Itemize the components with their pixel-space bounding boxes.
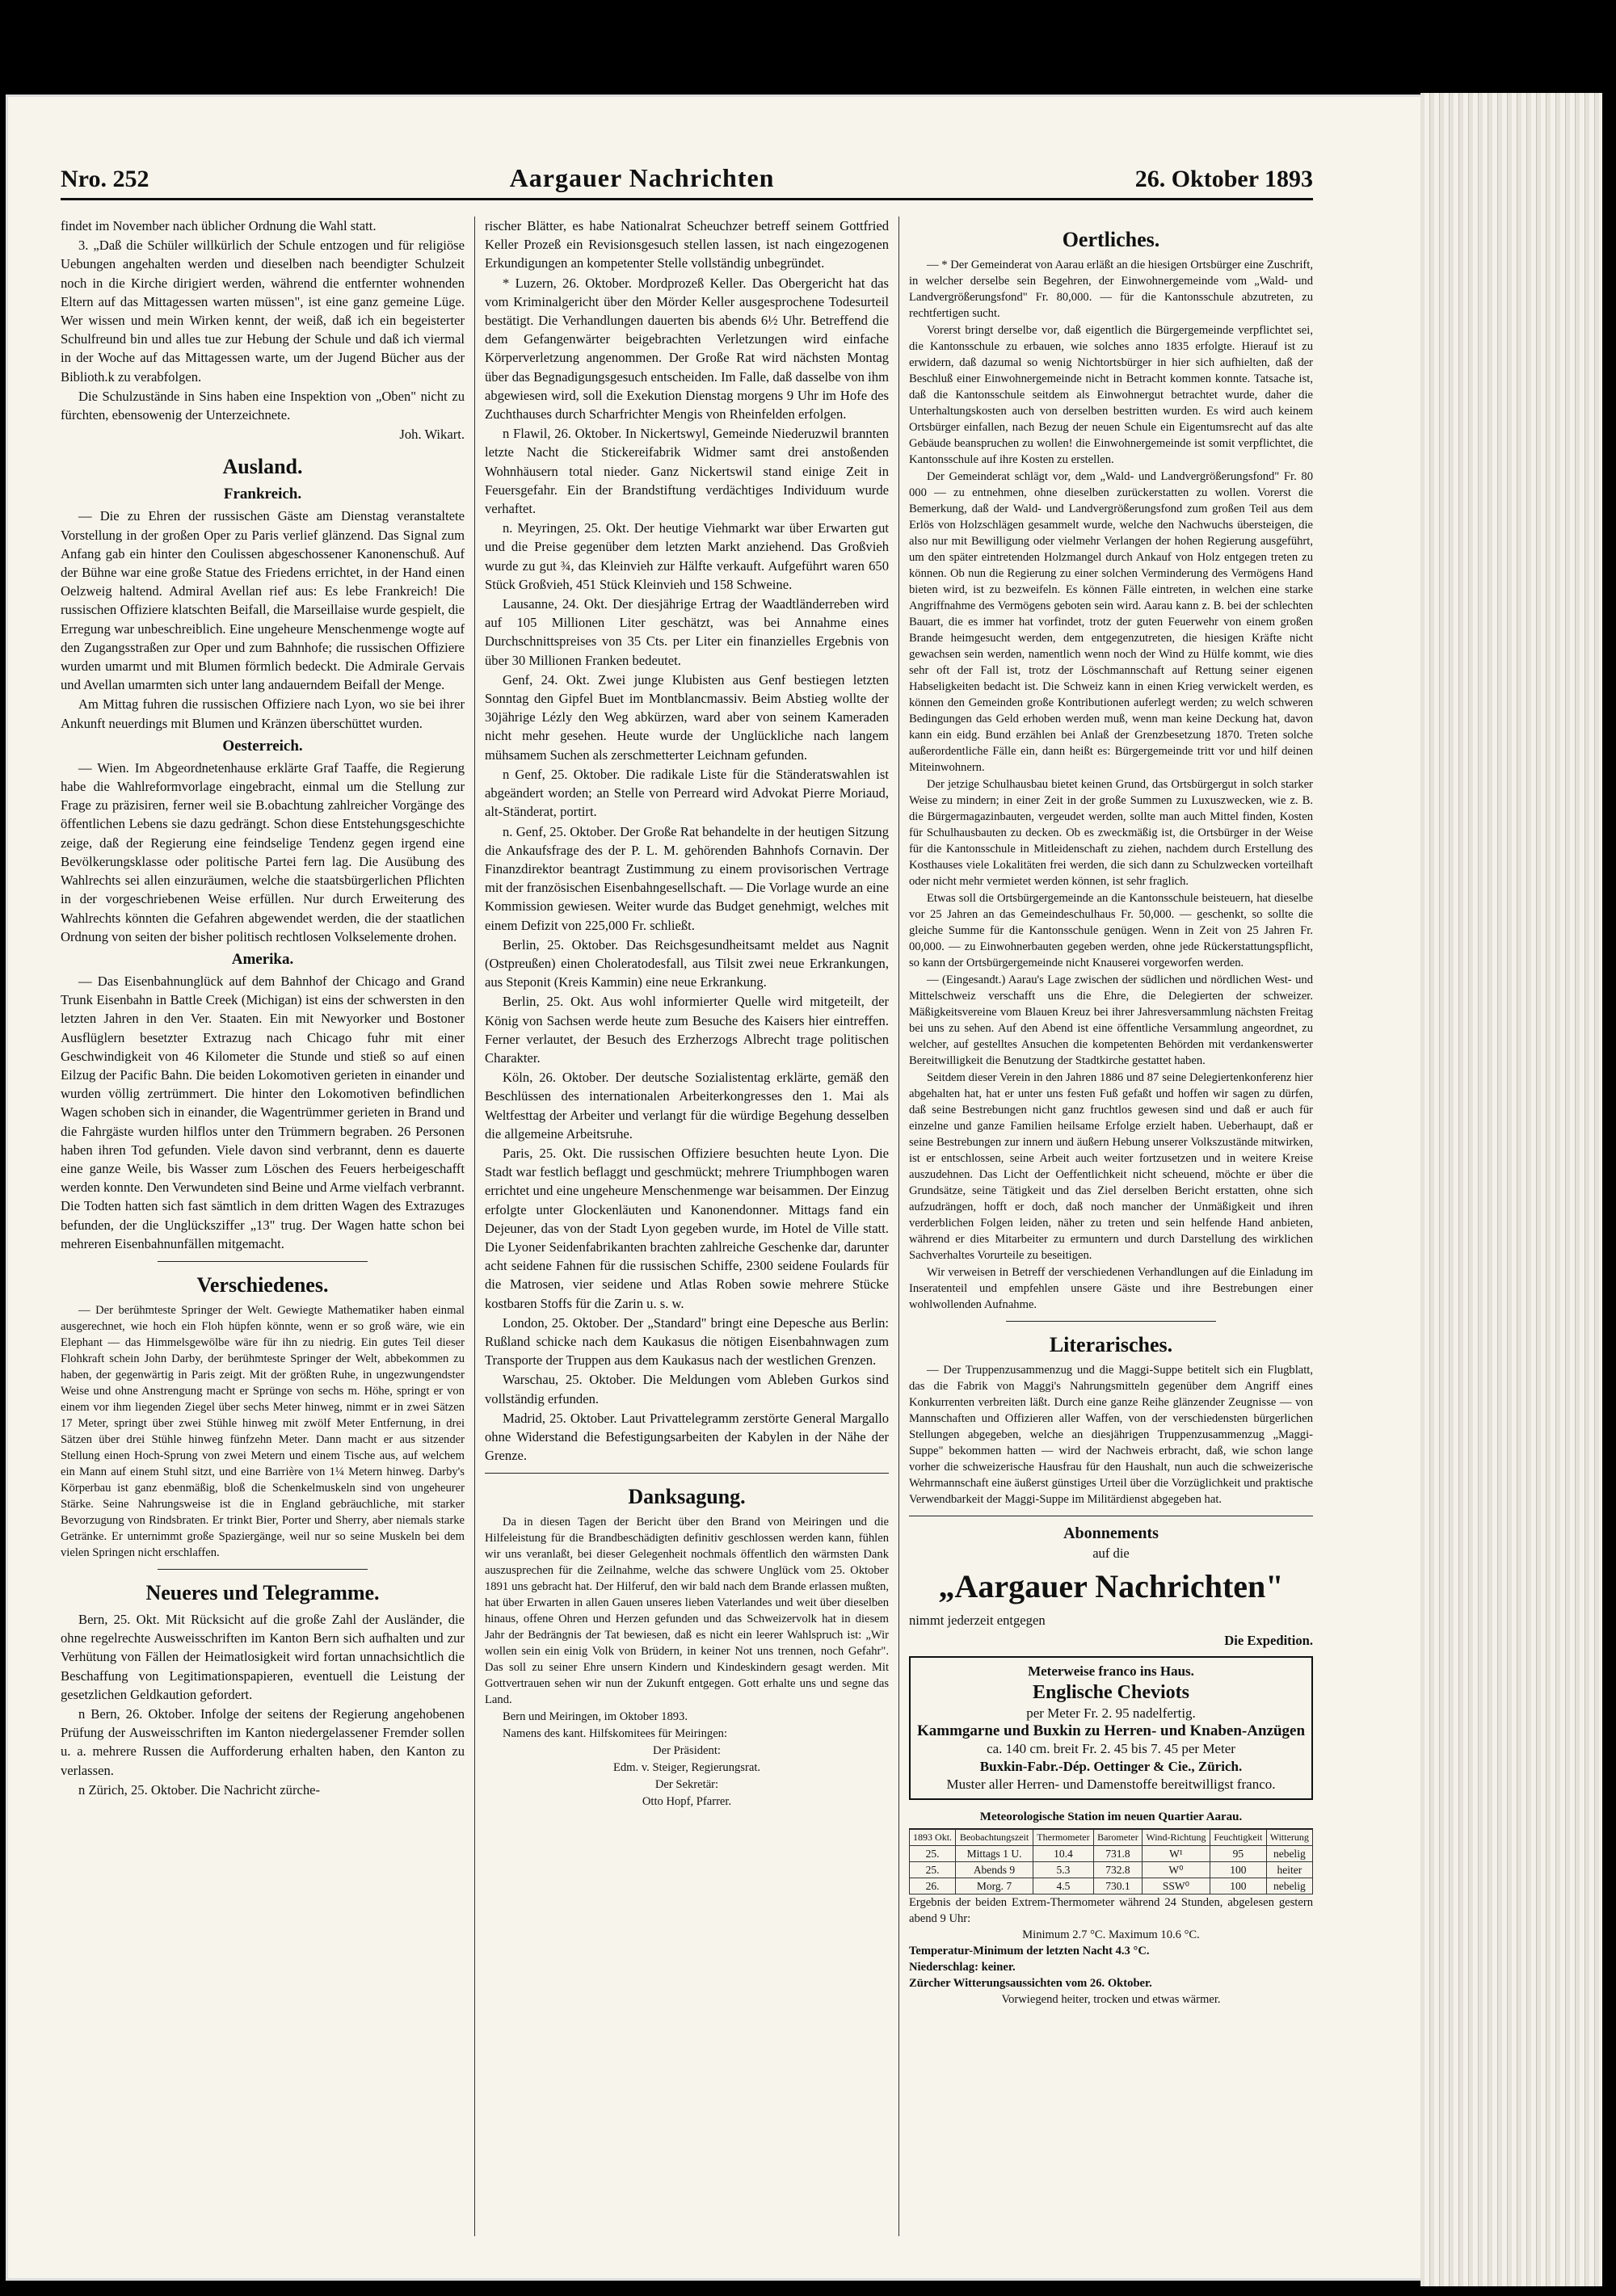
separator [158,1261,368,1262]
paragraph: 3. „Daß die Schüler willkürlich der Schule entzogen und für religiöse Uebungen angehalten werden und dieselben nach beendigter Schulzeit noch in die Kirche dirigiert werden, während die entfernter wohnenden Eltern auf das Mittagessen warten müssen", ist eine ganz gemeine Lüge. Wer wissen und mein Wirken kennt, der weiß, daß ich ein begeisterter Schulfreund bin und alles tue zur Hebung der Schule und daß ich viermal in der Woche auf das Mittagessen warte, um der Jugend Bücher aus der Biblioth.k zu verabfolgen. [61,238,465,385]
table-cell: W⁰ [1142,1862,1210,1878]
table-row [910,1862,1313,1878]
paragraph: * Luzern, 26. Oktober. Mordprozeß Keller. Das Obergericht hat das vom Kriminalgericht über den Mörder Keller ausgesprochene Todesurteil bestätigt. Die Verhandlungen dauerten bis abends 6½ Uhr. Betreffend die dem Gefangenwärter beigebrachten Verletzungen wird einfache Körperverletzung angenommen. Der Große Rat wird nächsten Montag über das Begnadigungsgesuch entscheiden. Im Falle, daß dasselbe von ihm abgewiesen wird, soll die Exekution Dienstag morgens 9 Uhr im Hofe des Zuchthauses durch Scharfrichter Mengis von Rheinfelden erfolgen. [485,275,889,423]
section-heading: Verschiedenes. [196,1272,329,1297]
column-2 [485,217,889,2236]
weather-note: Niederschlag: keiner. [909,1961,1016,1974]
table-cell: 95 [1210,1846,1267,1862]
table-row [910,1878,1313,1894]
masthead [61,162,1313,200]
subsection-heading: Oesterreich. [222,737,303,755]
table-header: Beobachtungszeit [956,1830,1033,1846]
column-3 [909,217,1313,2236]
section-heading: Literarisches. [1049,1333,1173,1356]
paragraph: n Zürich, 25. Oktober. Die Nachricht zürche- [78,1781,321,1798]
newspaper-page [61,162,1313,2254]
table-cell: nebelig [1266,1878,1312,1894]
paragraph: Berlin, 25. Okt. Aus wohl informierter Quelle wird mitgeteilt, der König von Sachsen werde heute zum Besuche des Kaisers hier eintreffen. Ferner verlautet, der Besuch des Erzherzogs Albrecht trage politischen Charakter. [485,994,889,1066]
table-header: Feuchtigkeit [1210,1830,1267,1846]
issue-number: Nro. 252 [61,166,149,192]
table-cell: nebelig [1266,1846,1312,1862]
paragraph: findet im November nach üblicher Ordnung die Wahl statt. [61,218,377,233]
column-rule [898,217,899,2236]
paragraph: Warschau, 25. Oktober. Die Meldungen vom Ableben Gurkos sind vollständig erfunden. [485,1372,889,1407]
signature-title: Der Präsident: [653,1744,721,1758]
paragraph: Am Mittag fuhren die russischen Offiziere nach Lyon, wo sie bei ihrer Ankunft neuerdings mit Blumen und Kränzen überschüttet wurden. [61,696,465,731]
subsection-heading: Frankreich. [223,486,302,503]
newspaper-title: Aargauer Nachrichten [509,163,775,192]
weather-note: Ergebnis der beiden Extrem-Thermometer während 24 Stunden, abgelesen gestern abend 9 Uhr: [909,1896,1313,1926]
column-rule [474,217,475,2236]
paragraph: Wir verweisen in Betreff der verschiedenen Verhandlungen auf die Einladung im Inseratenteil und empfehlen unsere Gäste und ihre Bestrebungen einer wohlwollenden Aufnahme. [909,1266,1313,1311]
ad-line: Buxkin-Fabr.-Dép. Oettinger & Cie., Zürich. [979,1758,1243,1774]
table-cell: 100 [1210,1862,1267,1878]
paragraph: n. Meyringen, 25. Okt. Der heutige Viehmarkt war über Erwarten gut und die Preise gegenüber dem letzten Markt anziehend. Das Großvieh wurde zu gut ¾, das Kleinvieh zur Hälfte verkauft. Aufgeführt waren 650 Stück Großvieh, 451 Stück Kleinvieh und 158 Schweine. [485,520,889,592]
subsection-heading: Amerika. [231,950,294,968]
table-cell: 25. [910,1862,956,1878]
fabric-ad [909,1656,1313,1800]
ad-text: auf die [1092,1545,1130,1562]
paragraph: London, 25. Oktober. Der „Standard" bringt eine Depesche aus Berlin: Rußland schicke nach dem Kaukasus die nötigen Eisenbahnwagen zum Transporte der Truppen aus dem Kaukasus nach der westlichen Grenzen. [485,1314,889,1369]
separator [485,1473,889,1474]
weather-note: Zürcher Witterungsaussichten vom 26. Oktober. [909,1977,1152,1991]
table-header: 1893 Okt. [910,1830,956,1846]
paragraph: Namens des kant. Hilfskomitees für Meiringen: [503,1727,728,1741]
weather-note: Vorwiegend heiter, trocken und etwas wärmer. [1001,1993,1221,2007]
signature: Joh. Wikart. [399,427,465,443]
ad-line: Kammgarne und Buxkin zu Herren- und Knaben-Anzügen [917,1722,1306,1739]
weather-note: Minimum 2.7 °C. Maximum 10.6 °C. [1022,1928,1200,1942]
table-cell: 100 [1210,1878,1267,1894]
section-heading: Ausland. [222,455,303,479]
paragraph: Köln, 26. Oktober. Der deutsche Sozialistentag erklärte, gemäß den Beschlüssen des internationalen Arbeiterkongresses den 1. Mai als Weltfesttag der Arbeiter und verlangt für die würdige Begehung desselben die allgemeine Arbeitsruhe. [485,1070,889,1142]
signature: Edm. v. Steiger, Regierungsrat. [612,1761,761,1775]
column-1 [61,217,465,2236]
paragraph: Madrid, 25. Oktober. Laut Privattelegramm zerstörte General Margallo ohne Widerstand die Befestigungsarbeiten der Kabylen in der Nähe der Grenze. [485,1410,889,1464]
table-cell: 5.3 [1033,1862,1093,1878]
signature-title: Der Sekretär: [654,1778,719,1792]
table-cell: 730.1 [1093,1878,1142,1894]
paragraph: n Bern, 26. Oktober. Infolge der seitens der Regierung angehobenen Prüfung der Ausweisschriften im Kanton niedergelassener Fremder sollen u. a. mehrere Russen die Aufforderung erhalten haben, den Kanton zu verlassen. [61,1705,465,1778]
paragraph: rischer Blätter, es habe Nationalrat Scheuchzer betreff seinem Gottfried Keller Prozeß ein Revisionsgesuch stellen lassen, ist nach eingezogenen Erkundigungen an kompetenter Stelle vollständig unbegründet. [485,218,889,271]
section-heading: Oertliches. [1062,228,1160,251]
ad-headline: Englische Cheviots [1032,1681,1189,1703]
page-stack-edge [1420,93,1602,2286]
paragraph: n Flawil, 26. Oktober. In Nickertswyl, Gemeinde Niederuzwil brannten letzte Nacht die Stickereifabrik Widmer samt drei anstoßenden Wohnhäusern total nieder. Ganz Nickertswil stand einige Zeit in Feuersgefahr. Ein der Brandstiftung verdächtiges Individuum wurde verhaftet. [485,426,889,517]
ad-title: „Aargauer Nachrichten" [938,1568,1284,1605]
table-cell: 4.5 [1033,1878,1093,1894]
paragraph: Berlin, 25. Oktober. Das Reichsgesundheitsamt meldet aus Nagnit (Ostpreußen) einen Choleratodesfall, aus Tilsit zwei neue Erkrankungen, aus Steponit (Kreis Kammin) eine neue Erkrankung. [485,936,889,990]
table-cell: Mittags 1 U. [956,1846,1033,1862]
paragraph: — (Eingesandt.) Aarau's Lage zwischen der südlichen und nördlichen West- und Mittelschweiz verschafft uns die Ehre, die Delegierten der schweizer. Mäßigkeitsvereine vom Blauen Kreuz bei ihrer Jahresversammlung nächsten Freitag bei uns zu sehen. Auf den Abend ist eine öffentliche Versammlung angeordnet, zu welcher, auf gestelltes Ansuchen die kompetenten Behörden mit verdankenswerter Bereitwilligkeit die Benutzung der Stadtkirche gestattet haben. [909,973,1313,1067]
table-header: Thermometer [1033,1830,1093,1846]
paragraph: Da in diesen Tagen der Bericht über den Brand von Meiringen und die Hilfeleistung für die Brandbeschädigten definitiv geschlossen werden kann, fühlen wir uns veranlaßt, bei dieser Gelegenheit nochmals öffentlich den wärmsten Dank auszusprechen für die Zeilnahme, welche das schwere Unglück vom 25. Oktober 1891 uns gebracht hat. Der Hilferuf, den wir bald nach dem Brande erlassen mußten, hat über Erwarten in allen Gauen unseres lieben Vaterlandes und weit über dieselben hinaus, offene Ohren und Herzen gefunden und das Schweizervolk hat in diesem Jahr der Bedrängnis der Tat bewiesen, daß es nicht ein leerer Wahlspruch ist: „Wir wollen sein ein einig Volk von Brüdern, in keiner Not uns trennen, noch Gefahr". Das soll zu seiner Ehre unsern Kindern und Kindeskindern gesagt werden. Mit Gottvertrauen sehen wir nun der Zukunft entgegen. Gott erhalte uns und segne das Land. [485,1516,889,1707]
paragraph: — * Der Gemeinderat von Aarau erläßt an die hiesigen Ortsbürger eine Zuschrift, in welcher derselbe sein Begehren, der Einwohnergemeinde vom „Wald- und Landvergrößerungsfond" Fr. 80,000. — für die Kantonsschule abzutreten, zu rechtfertigen sucht. [909,259,1313,320]
ad-line: per Meter Fr. 2. 95 nadelfertig. [1026,1705,1196,1721]
table-cell: 26. [910,1878,956,1894]
separator [1006,1321,1216,1322]
paragraph: Bern, 25. Okt. Mit Rücksicht auf die große Zahl der Ausländer, die ohne regelrechte Ausweisschriften im Kanton Bern sich aufhalten und zur Verhütung von Fällen der Heimatlosigkeit wird fortan unnachsichtlich die Beschaffung von Legitimationspapieren, eventuell die Leistung der gesetzlichen Geldkaution gefordert. [61,1611,465,1702]
paragraph: — Die zu Ehren der russischen Gäste am Dienstag veranstaltete Vorstellung in der großen Oper zu Paris verlief glänzend. Das Signal zum Anfang gab ein hinter den Coulissen abgeschossener Kanonenschuß. Auf der Bühne war eine große Statue des Friedens errichtet, in der Hand einen Oelzweig haltend. Admiral Avellan rief aus: Es lebe Frankreich! Die russischen Offiziere klatschten Beifall, die Marseillaise wurde gespielt, die Erregung war unbeschreiblich. Eine ungeheure Menschenmenge wogte auf den Zugangsstraßen zur Oper und zum Bahnhofe; die russischen Offiziere wurden umarmt und mit Blumen förmlich bedeckt. Die Admirale Gervais und Avellan umarmten sich unter lang andauerndem Beifall der Menge. [61,508,465,693]
section-heading: Neueres und Telegramme. [145,1580,380,1604]
paragraph: Der jetzige Schulhausbau bietet keinen Grund, das Ortsbürgergut in solch starker Weise zu mindern; in einer Zeit in der große Summen zu Luxuszwecken, wie z. B. die Bürgermagazinbauten, vergeudet werden, sollte man auch Mittel finden, Kosten für Schulhausbauten zu decken. Ob es zweckmäßig ist, die Ortsbürger in der Weise für die Kantonsschule in Mitleidenschaft zu ziehen, nachdem durch Erstellung des Kosthauses viele Lokalitäten frei werden, die sich dann zu Schulzwecken vorteilhaft oder nicht mehr vermietet werden können, ist sehr fraglich. [909,778,1313,888]
paragraph: — Der Truppenzusammenzug und die Maggi-Suppe betitelt sich ein Flugblatt, das die Fabrik von Maggi's Nahrungsmitteln gegenüber dem Angriff eines Konkurrenten verbreiten läßt. Durch eine ganze Reihe glänzender Zeugnisse — von Mannschaften und Offizieren aller Waffen, von der verschiedensten bürgerlichen Stellungen abgegeben, welche an diesjährigen Truppenzusammenzug „Maggi-Suppe" bekommen hatten — wird der Nachweis erbracht, daß, wie schon lange vorher die schweizerische Hausfrau für den Haushalt, nun auch die schweizerische Wehrmannschaft eine äußerst günstiges Urteil über die Vorzüglichkeit und praktische Verwendbarkeit der Maggi-Suppe im Militärdienst abgegeben hat. [909,1364,1313,1506]
weather-note: Temperatur-Minimum der letzten Nacht 4.3 °C. [909,1945,1150,1958]
weather-table [909,1829,1313,1894]
paragraph: — Das Eisenbahnunglück auf dem Bahnhof der Chicago and Grand Trunk Eisenbahn in Battle Creek (Michigan) ist eins der schwersten in den letzten Jahren in den Ver. Staaten. Ein mit Newyorker und Bostoner Ausflüglern besetzter Extrazug nach Chicago fuhr mit einer Geschwindigkeit von 46 Kilometer die Stunde und stieß so auf einen Eilzug der Pacific Bahn. Die beiden Lokomotiven gerieten in einander und wurden völlig zertrümmert. Die hinter den Lokomotiven befindlichen Wagen schoben sich in einander, die Wagentrümmer gerieten in Brand und die Fahrgäste wurden hilflos unter den Trümmern begraben. 26 Personen haben ihren Tod gefunden. Viele davon sind verbrannt, denn es dauerte eine ganze Weile, bis Wasser zum Löschen des Feuers herbeigeschafft werden konnte. Den Verwundeten sind Beine und Arme vielfach verbrannt. Die Todten hatten sich fast sämtlich in dem dritten Wagen des Extrazuges befunden, der die Unglücksziffer „13" trug. Der Wagen hatte schon bei mehreren Eisenbahnunfällen mitgemacht. [61,973,465,1251]
ad-text: nimmt jederzeit entgegen [909,1613,1046,1629]
ad-heading: Abonnements [1063,1524,1159,1542]
ad-line: Meterweise franco ins Haus. [1028,1663,1194,1679]
table-row [910,1846,1313,1862]
ad-line: Muster aller Herren- und Damenstoffe bereitwilligst franco. [946,1776,1276,1792]
table-cell: SSW⁰ [1142,1878,1210,1894]
paragraph: Lausanne, 24. Okt. Der diesjährige Ertrag der Waadtländerreben wird auf 105 Millionen Liter geschätzt, was bei Annahme eines Durchschnittspreises von 35 Cts. per Liter ein finanzielles Ergebnis von über 30 Millionen Franken bedeutet. [485,596,889,668]
separator [158,1569,368,1570]
table-cell: 10.4 [1033,1846,1093,1862]
table-cell: 731.8 [1093,1846,1142,1862]
signature: Otto Hopf, Pfarrer. [642,1795,732,1809]
ad-line: ca. 140 cm. breit Fr. 2. 45 bis 7. 45 per Meter [987,1740,1235,1756]
table-cell: heiter [1266,1862,1312,1878]
weather-title: Meteorologische Station im neuen Quartier Aarau. [909,1806,1313,1829]
paragraph: n Genf, 25. Oktober. Die radikale Liste für die Ständeratswahlen ist abgeändert worden; an Stelle von Perreard wird Advokat Pierre Moriaud, alt-Ständerat, portirt. [485,766,889,820]
paragraph: — Wien. Im Abgeordnetenhause erklärte Graf Taaffe, die Regierung habe die Wahlreformvorlage eingebracht, einmal um die Stellung zur Frage zu präzisiren, ferner weil sie B.obachtung zahlreicher Vorgänge des öffentlichen Lebens sie dazu gedrängt. Schon diese Entstehungsgeschichte zeige, daß der Regierung eine feindselige Tendenz gegen irgend eine Bevölkerungsklasse oder politische Partei fern lag. Die Ausübung des Wahlrechts sei allen einzuräumen, welche die staatsbürgerlichen Pflichten in der vorgeschriebenen Weise erfüllen. Nur durch Erweiterung des Wahlrechts könnten die Gefahren abgewendet werden, die der staatlichen Ordnung von seiten der bisher politisch rechtlosen Volkselemente drohen. [61,759,465,944]
table-cell: Abends 9 [956,1862,1033,1878]
table-cell: 732.8 [1093,1862,1142,1878]
table-header: Barometer [1093,1830,1142,1846]
table-cell: Morg. 7 [956,1878,1033,1894]
paragraph: Genf, 24. Okt. Zwei junge Klubisten aus Genf bestiegen letzten Sonntag den Gipfel Buet im Montblancmassiv. Beim Abstieg wollte der 30jährige Lézly den Weg abkürzen, ward aber von seinem Kameraden nicht mehr gesehen. Heute wurde der Unglückliche nach langem mühsamem Suchen als zerschmetterter Leichnam gefunden. [485,671,889,763]
issue-date: 26. Oktober 1893 [1134,166,1313,192]
paragraph: Vorerst bringt derselbe vor, daß eigentlich die Bürgergemeinde verpflichtet sei, die Kantonsschule zu erbauen, wie solches anno 1835 erfolgte. Hierauf ist zu erwidern, daß dazumal so wenig Nichtortsbürger in hier sich aufhielten, daß der Beschluß einer Einwohnergemeinde nicht in Betracht kommen konnte. Tatsache ist, daß die Kantonsschule seitdem als Einwohnergut betrachtet wurde, daher die Unterhaltungskosten auch von derselben bestritten wurden. Es wird auch keinem Ortsbürger einfallen, nach Bezug der neuen Schule ein Eigentumsrecht auf das alte Gebäude beanspruchen zu wollen! die Einwohnergemeinde ist somit verpflichtet, die Kantonsschule auf ihre Kosten zu erstellen. [909,324,1313,466]
section-heading: Danksagung. [628,1485,746,1509]
ad-signature: Die Expedition. [1224,1632,1313,1648]
paragraph: Seitdem dieser Verein in den Jahren 1886 und 87 seine Delegiertenkonferenz hier abgehalten hat, hat er unter uns festen Fuß gefaßt und hoffen wir sagen zu dürfen, daß seine Bestrebungen nicht ganz fruchtlos gewesen sind und daß er auch für einzelne und ganze Familien heilsame Erfolge erzielt haben. Ueberhaupt, daß er seine Bestrebungen zur innern und äußern Hebung unserer Volkszustände mitwirken, ist er entschlossen, seine Arbeit auch weiter fortzusetzen und in weitere Kreise auszudehnen. Das Licht der Oeffentlichkeit nicht scheuend, möchte er über die Grundsätze, seine Tätigkeit und das Ziel derselben Bericht erstatten, ohne sich aufzudrängen, hofft er doch, daß noch mancher der Unmäßigkeit und ihren verderblichen Folgen leiden, näher zu treten und sein helfende Hand anbieten, während er dies Mitarbeiter zu ermuntern und durch Darstellung des wirklichen Sachverhaltes Vorurteile zu beseitigen. [909,1071,1313,1262]
table-header-row [910,1830,1313,1846]
paragraph: Etwas soll die Ortsbürgergemeinde an die Kantonsschule beisteuern, hat dieselbe vor 25 Jahren an das Gemeindeschulhaus Fr. 50,000. — geschenkt, so sollte die gleiche Summe für die Kantonsschule genügen. Wenn in Zeit von 25 Jahren Fr. 00,000. — zu Einwohnerbauten gegeben werden, ohne jede Rückerstattungspflicht, so kann der Ortsbürgergemeinde nicht Knauserei vorgeworfen werden. [909,892,1313,969]
table-header: Wind-Richtung [1142,1830,1210,1846]
paragraph: Paris, 25. Okt. Die russischen Offiziere besuchten heute Lyon. Die Stadt war festlich beflaggt und geschmückt; mehrere Triumphbogen waren errichtet und eine ungeheure Menschenmenge war beisammen. Der Einzug erfolgte unter Glockenläuten und Kanonendonner. Mittags fand ein Dejeuner, das von der Stadt Lyon gegeben wurde, im Hotel de Ville statt. Die Lyoner Seidenfabrikanten brachten zahlreiche Geschenke dar, darunter acht seidene Fahnen für die russischen Schiffe, 2300 seidene Foulards für die Matrosen, vier seidene und Atlas Roben sowie mehrere Stücke kostbaren Stoffs für die Zarin u. s. w. [485,1145,889,1311]
paragraph: n. Genf, 25. Oktober. Der Große Rat behandelte in der heutigen Sitzung die Ankaufsfrage des der P. L. M. gehörenden Bahnhofs Cornavin. Der Finanzdirektor beantragt Zustimmung zu einem provisorischen Vertrage mit der französischen Eisenbahngesellschaft. — Die Vorlage wurde an eine Kommission gewiesen. Weiter wurde das Budget genehmigt, welches mit einem Defizit von 225,000 Fr. schließt. [485,823,889,933]
table-cell: 25. [910,1846,956,1862]
paragraph: Bern und Meiringen, im Oktober 1893. [503,1710,688,1724]
subscription-ad [909,1524,1313,1650]
weather-report [909,1806,1313,2008]
paragraph: Die Schulzustände in Sins haben eine Inspektion von „Oben" nicht zu fürchten, ebensowenig der Unterzeichnete. [61,388,465,423]
table-header: Witterung [1266,1830,1312,1846]
paragraph: — Der berühmteste Springer der Welt. Gewiegte Mathematiker haben einmal ausgerechnet, wie hoch ein Floh hüpfen könnte, wenn er so groß wäre, wie ein Elephant — das Himmelsgewölbe wäre für ihn zu niedrig. Ein gutes Teil dieser Flohkraft schein John Darby, der berühmteste Springer der Welt, abbekommen zu haben, der gegenwärtig in Paris zeigt. Mit der größten Ruhe, in ungezwungendster Weise und ohne Anstrengung macht er Sprünge von sechs m. Höhe, springt er von einem vor ihm liegenden Ziegel über sechs Meter hinweg, nimmt er in zwei Sätzen 17 Meter, springt über zwei Stühle hinweg mit zwölf Meter Entfernung, in drei Sätzen über drei Stühle hinweg fünfzehn Meter. Dann macht er aus sitzender Stellung einen Hoch-Sprung von zwei Metern und einem Tische aus, auf welchem ein Mann auf einem Stuhl sitzt, und eine Barrière von 1¼ Metern hinweg. Darby's Körperbau ist ganz ebenmäßig, bloß die Schenkelmuskeln sind von ungeheurer Stärke. Seine Nahrungsweise ist die in England gebräuchliche, mit starker Bevorzugung von Rindsbraten. Er trinkt Bier, Porter und Sherry, aber niemals starke Getränke. Er unternimmt große Spaziergänge, weil nur so seine Muskeln bei dem vielen Springen nicht erschlaffen. [61,1303,465,1559]
paragraph: Der Gemeinderat schlägt vor, dem „Wald- und Landvergrößerungsfond" Fr. 80 000 — zu entnehmen, ohne dieselben zurückerstatten zu wollen. Vorerst die Bemerkung, daß der Wald- und Landvergrößerungsfond zum großen Teil aus dem Erlös von Holzschlägen gesammelt wurde, welche den Nachwuchs übersteigen, die also nur mit Bewilligung oder vielmehr Verlangen der hohen Regierung ausgeführt, um den später eintretenden Holzmangel durch Ankauf von Holz entgegen treten zu können. Ob nun die Regierung zu einer solchen Verminderung des Vermögens Hand bieten wird, ist zu bezweifeln. Es können Fälle eintreten, in welchen eine starke Angriffnahme des Vermögens geboten sein wird. Aarau kann z. B. bei der schlechten Bauart, die es immer hat vorfindet, trotz der guten Feuerwehr von einem großen Brande heimgesucht werden, dem entgegenzutreten, die hiesigen Kräfte nicht gewachsen sein werden, namentlich wenn noch der Wind zu Hülfe kommt, wie dies sehr oft der Fall ist, trotz der Löschmannschaft auf Rettung seiner eigenen Habseligkeiten bedacht ist. Die Schweiz kann in einen Krieg verwickelt werden, es können den Gemeinden große Kontributionen auferlegt werden; zu welch schweren Bedingungen das Geld erhoben werden muß, wenn man keine Deckung hat, davon kann ein eidg. Bund erzählen bei Anlaß der Grenzbesetzung 1870. Treten solche außerordentliche Fälle ein, dann heißt es: Bürgergemeinde tritt vor und hilf deinen Miteinwohnern. [909,470,1313,774]
table-cell: W¹ [1142,1846,1210,1862]
